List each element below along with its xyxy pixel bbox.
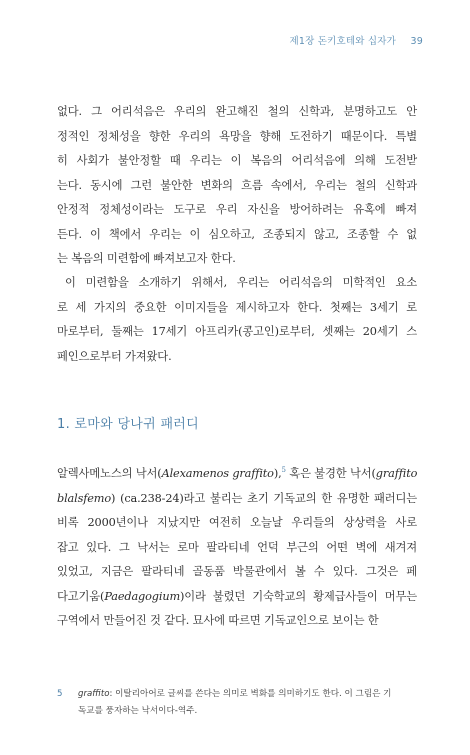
text-run: )이라 불렸던 기숙학교의 황제급사들이 머무는 (180, 589, 417, 603)
text-line: 든다. 이 책에서 우리는 이 심오하고, 조종되지 않고, 조종할 수 없 (57, 227, 417, 241)
text-line: 안정적 정체성이라는 도구로 우리 자신을 방어하려는 유혹에 빠져 (57, 203, 417, 216)
text-line: 마로부터, 둘째는 17세기 아프리카(콩고인)로부터, 셋째는 20세기 스 (57, 325, 417, 338)
page-number: 39 (410, 36, 423, 47)
latin-term: graffito (375, 467, 418, 480)
text-run: 혹은 불경한 낙서( (285, 467, 376, 480)
footnote-reference[interactable]: 5 (281, 466, 286, 475)
text-line (57, 585, 417, 610)
paragraph-2 (57, 271, 417, 369)
text-line (57, 487, 417, 512)
text-line: 구역에서 만들어진 것 같다. 묘사에 따르면 기독교인으로 보이는 한 (57, 614, 379, 627)
text-run: ), (273, 467, 282, 480)
chapter-label: 제1장 (289, 36, 315, 47)
text-line: 있었고, 지금은 팔라티네 골동품 박물관에서 볼 수 있다. 그것은 페 (57, 565, 417, 578)
text-line: 히 사회가 불안정할 때 우리는 이 복음의 어리석음에 의해 도전받 (57, 154, 417, 167)
text-run: 알렉사메노스의 낙서( (57, 467, 162, 480)
footnote-body (57, 686, 419, 720)
text-line: 로 세 가지의 중요한 이미지들을 제시하고자 한다. 첫째는 3세기 로 (57, 300, 417, 314)
latin-term: Paedagogium (104, 589, 181, 603)
running-header (290, 33, 423, 47)
footnote-term: graffito (78, 689, 110, 699)
section-heading: 1. 로마와 당나귀 패러디 (57, 417, 200, 432)
text-line: 없다. 그 어리석음은 우리의 완고해진 철의 신학과, 분명하고도 안 (57, 105, 417, 118)
footnote-number: 5 (57, 689, 63, 699)
text-run: : 이탈리아어로 글씨를 쓴다는 의미로 벽화를 의미하기도 한다. 이 그림은 기 (109, 689, 392, 699)
text-line: 이 미련함을 소개하기 위해서, 우리는 어리석음의 미학적인 요소 (65, 276, 417, 289)
text-line: 비록 2000년이나 지났지만 여전히 오늘날 우리들의 상상력을 사로 (57, 516, 417, 529)
chapter-title: 돈키호테와 십자가 (317, 36, 397, 47)
latin-term: blalsfemo (57, 491, 112, 505)
footnote-line (78, 686, 419, 703)
text-line: 잡고 있다. 그 낙서는 로마 팔라티네 언덕 부근의 어떤 벽에 새겨져 (57, 540, 417, 554)
latin-term: Alexamenos graffito (161, 467, 274, 480)
paragraph-1 (57, 100, 417, 272)
paragraph-3 (57, 462, 417, 634)
text-run: ) (ca.238-24)라고 불리는 초기 기독교의 한 유명한 패러디는 (111, 491, 417, 505)
text-line: 는다. 동시에 그런 불안한 변화의 흐름 속에서, 우리는 철의 신학과 (57, 178, 417, 192)
text-run: 다고기움( (57, 589, 105, 603)
footnote-line: 독교를 풍자하는 낙서이다-역주. (78, 706, 198, 716)
text-line: 는 복음의 미련함에 빠져보고자 한다. (57, 252, 236, 265)
text-line (57, 462, 417, 487)
text-line: 페인으로부터 가져왔다. (57, 349, 172, 363)
footnote (57, 686, 419, 720)
text-line: 정적인 정체성을 향한 우리의 욕망을 향해 도전하기 때문이다. 특별 (57, 129, 417, 143)
